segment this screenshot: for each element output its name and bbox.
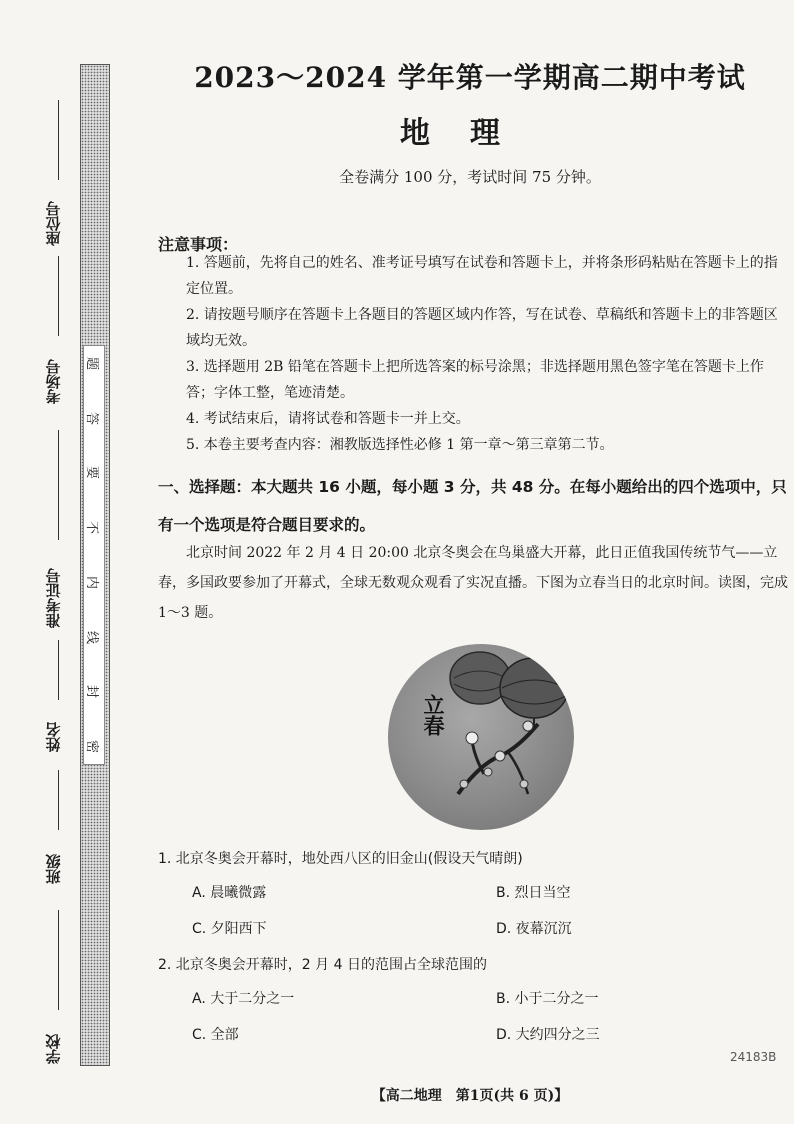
subject-title: 地理 xyxy=(400,116,540,151)
seal-char: 封 xyxy=(84,685,100,699)
q1-option-c: C. 夕阳西下 xyxy=(192,921,267,937)
lantern-plum-illustration xyxy=(388,644,574,830)
seal-text-box xyxy=(83,345,105,765)
exam-room-line xyxy=(58,256,59,336)
notes-heading: 注意事项： xyxy=(158,235,239,254)
score-info: 全卷满分 100 分，考试时间 75 分钟。 xyxy=(339,168,601,186)
q2-option-b: B. 小于二分之一 xyxy=(496,991,599,1007)
admission-number-line xyxy=(58,430,59,540)
seal-char: 要 xyxy=(84,466,100,480)
lichun-figure xyxy=(388,644,574,830)
exam-title: 2023～2024 学年第一学期高二期中考试 xyxy=(194,61,746,94)
page-footer: 【高二地理 第1页(共 6 页)】 xyxy=(371,1088,569,1104)
question-1: 1. 北京冬奥会开幕时，地处西八区的旧金山(假设天气晴朗) xyxy=(158,851,523,867)
name-line xyxy=(58,640,59,700)
notes-list xyxy=(186,250,786,458)
question-2: 2. 北京冬奥会开幕时，2 月 4 日的范围占全球范围的 xyxy=(158,957,487,973)
note-item: 4. 考试结束后，请将试卷和答题卡一并上交。 xyxy=(186,411,470,427)
q1-option-a: A. 晨曦微露 xyxy=(192,885,267,901)
figure-label: 立春 xyxy=(421,694,446,736)
note-item: 1. 答题前，先将自己的姓名、准考证号填写在试卷和答题卡上，并将条形码粘贴在答题卡上的指定位置。 xyxy=(186,255,778,297)
q1-option-d: D. 夜幕沉沉 xyxy=(496,921,572,937)
q2-option-d: D. 大约四分之三 xyxy=(496,1027,600,1043)
seal-char: 密 xyxy=(84,739,100,753)
question-intro: 北京时间 2022 年 2 月 4 日 20:00 北京冬奥会在鸟巢盛大开幕，此日正值我国传统节气——立春，多国政要参加了开幕式，全球无数观众观看了实况直播。下图为立春当日的北京时间。读图，完成 1～3 题。 xyxy=(158,545,788,621)
admission-number-label: 准考证号 xyxy=(44,568,63,628)
note-item: 5. 本卷主要考查内容：湘教版选择性必修 1 第一章～第三章第二节。 xyxy=(186,437,614,453)
q1-option-b: B. 烈日当空 xyxy=(496,885,571,901)
seal-char: 内 xyxy=(84,575,100,589)
seat-number-line xyxy=(58,100,59,180)
seal-char: 答 xyxy=(84,411,100,425)
section-heading: 一、选择题：本大题共 16 小题，每小题 3 分，共 48 分。在每小题给出的四个选项中，只有一个选项是符合题目要求的。 xyxy=(158,478,787,534)
q2-option-c: C. 全部 xyxy=(192,1027,239,1043)
exam-room-label: 考场号 xyxy=(44,359,63,404)
seal-char: 线 xyxy=(84,630,100,644)
seal-char: 题 xyxy=(84,356,100,371)
class-label: 班级 xyxy=(44,854,63,884)
seat-number-label: 座位号 xyxy=(44,201,63,246)
note-item: 2. 请按题号顺序在答题卡上各题目的答题区域内作答，写在试卷、草稿纸和答题卡上的非答题区域均无效。 xyxy=(186,307,778,349)
class-line xyxy=(58,770,59,830)
q2-option-a: A. 大于二分之一 xyxy=(192,991,295,1007)
note-item: 3. 选择题用 2B 铅笔在答题卡上把所选答案的标号涂黑；非选择题用黑色签字笔在答题卡上作答；字体工整，笔迹清楚。 xyxy=(186,359,764,401)
paper-code: 24183B xyxy=(730,1050,777,1064)
school-line xyxy=(58,910,59,1010)
name-label: 姓名 xyxy=(44,722,63,752)
school-label: 学校 xyxy=(44,1034,63,1064)
seal-char: 不 xyxy=(84,521,100,535)
